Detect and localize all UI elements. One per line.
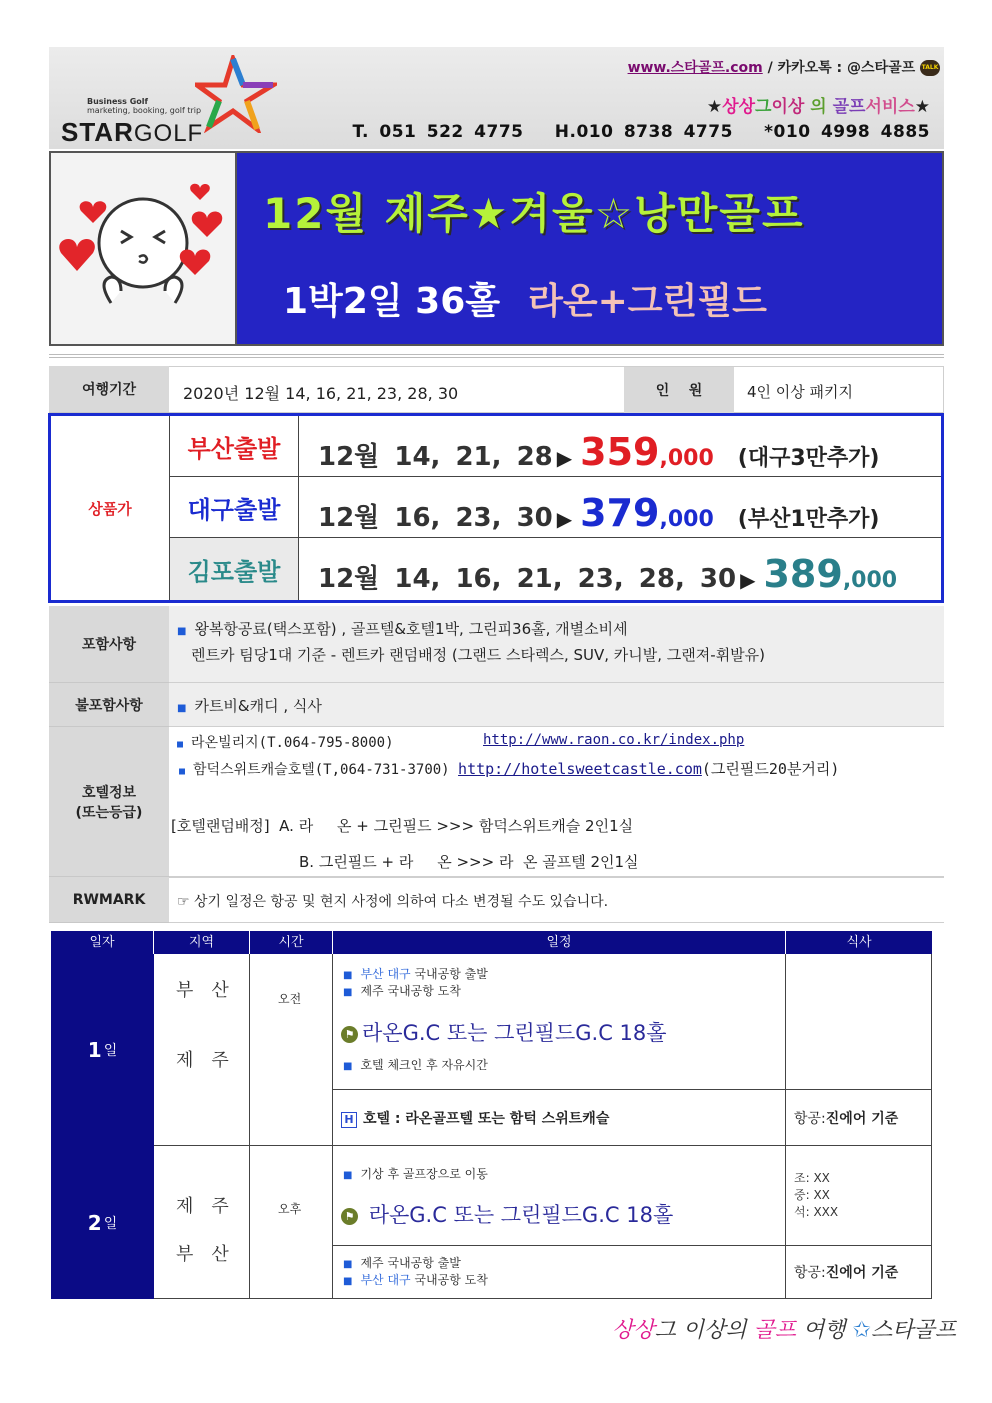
include-label: 포함사항 [49, 606, 169, 683]
day2-meal-cell [786, 1146, 932, 1246]
kiss-emoji-illustration [51, 153, 237, 344]
square-bullet-icon: ■ [343, 1259, 353, 1270]
price-amount-suffix: ,000 [659, 446, 714, 471]
hotel-row [49, 727, 944, 877]
hotel2-name: 함덕스위트캐슬호텔(T,064-731-3700) [193, 762, 450, 778]
banner-subtitle-main: 1박2일 36홀 [283, 281, 501, 322]
meal-dinner: 석: XXX [794, 1205, 839, 1219]
itinerary-item-text: 국내공항 도착 [410, 1273, 488, 1287]
logo-sub-line1: Business Golf [87, 97, 149, 106]
price-amount-suffix: ,000 [842, 568, 898, 593]
tagline-star-left: ★ [706, 97, 723, 117]
day2-region-cell [154, 1146, 250, 1299]
day1-air-cell [786, 1090, 932, 1146]
remark-label: RWMARK [49, 877, 169, 923]
itinerary-item [343, 983, 461, 1001]
top-links [628, 57, 940, 77]
square-bullet-icon: ■ [343, 987, 353, 998]
sign-part: 여행 [796, 1318, 853, 1343]
tagline-part: 그 [755, 97, 772, 117]
period-value: 2020년 12월 14, 16, 21, 23, 28, 30 [183, 384, 459, 403]
header-itinerary: 일정 [333, 931, 786, 954]
sign-part: 그 이상의 [654, 1318, 754, 1343]
header-meal: 식사 [786, 931, 932, 954]
hotel2-line [179, 758, 839, 779]
day2-time-cell [250, 1146, 333, 1299]
banner [49, 151, 944, 346]
banner-title: 12월 제주★겨울☆낭만골프 [263, 189, 805, 238]
logo-sub-line2: marketing, booking, golf trip [87, 106, 202, 115]
hearts-face-icon [51, 153, 237, 344]
exclude-value-cell [169, 683, 944, 727]
schedule-table [51, 931, 932, 1299]
price-date-list: 12월 14, 21, 28 [318, 442, 553, 472]
day1-cell [51, 954, 154, 1146]
people-value: 4인 이상 패키지 [747, 383, 854, 401]
price-row-busan [170, 416, 941, 477]
price-row-gimpo [170, 538, 941, 600]
sign-part: 골프 [753, 1318, 797, 1343]
golf-round-text: 라온G.C 또는 그린필드G.C 18홀 [362, 1021, 667, 1045]
itinerary-item [343, 1272, 488, 1290]
play-arrow-icon: ▶ [556, 507, 573, 531]
header-region: 지역 [154, 931, 250, 954]
hotel2-note: (그린필드20분거리) [701, 760, 840, 778]
price-label: 상품가 [51, 416, 170, 600]
phone-numbers: T. 051 522 4775 H.010 8738 4775 *010 4998 4885 [352, 122, 930, 142]
include-line2: 렌트카 팀당1대 기준 - 렌트카 랜덤배정 (그랜드 스타렉스, SUV, 카니발, 그랜져-휘발유) [191, 646, 766, 664]
meal-list [794, 1170, 838, 1221]
price-dates [318, 430, 879, 474]
play-arrow-icon: ▶ [740, 568, 756, 592]
hotel-info-text: 호텔 : 라온골프텔 또는 함턱 스위트캐슬 [363, 1111, 610, 1127]
logo-brand: STAR [61, 117, 134, 147]
itinerary-item-text: 제주 국내공항 도착 [360, 984, 461, 998]
square-bullet-icon: ■ [177, 626, 187, 637]
region-name: 부산 [176, 1244, 247, 1265]
footer-signature [612, 1313, 956, 1344]
divider [49, 354, 944, 358]
departure-city: 김포출발 [170, 538, 299, 600]
price-date-list: 12월 16, 23, 30 [318, 503, 553, 533]
small-star-icon: ✩ [852, 1318, 871, 1343]
day1-hotel-cell [333, 1090, 786, 1146]
region-name: 제주 [176, 1196, 247, 1217]
itinerary-item-text: 호텔 체크인 후 자유시간 [360, 1058, 488, 1072]
day-unit: 일 [103, 1043, 118, 1059]
logo-golf: GOLF [133, 120, 204, 147]
price-extra-note: (대구3만추가) [737, 446, 880, 471]
tagline-part: 서비스 [865, 97, 915, 117]
hotel-label-line1: 호텔정보 [81, 784, 137, 801]
airline-info [794, 1108, 898, 1128]
day1-meal-cell [786, 954, 932, 1090]
itinerary-item-text: 기상 후 골프장으로 이동 [360, 1167, 488, 1181]
website-link[interactable]: www.스타골프.com [627, 60, 763, 76]
airline-name: 진에어 기준 [825, 1265, 899, 1281]
tagline-part: 의 [810, 97, 827, 117]
hotel-random-b: B. 그린필드 + 라 온 >>> 라 온 골프텔 2인1실 [299, 853, 639, 871]
include-value-cell [169, 606, 944, 683]
day2-itinerary-cell [333, 1146, 786, 1246]
square-bullet-icon: ■ [179, 766, 186, 777]
period-value-cell [169, 366, 944, 413]
play-arrow-icon: ▶ [556, 446, 573, 470]
time-label: 오후 [278, 1202, 302, 1216]
sign-part: 스타골프 [870, 1318, 956, 1343]
airline-prefix: 항공: [794, 1111, 826, 1127]
itinerary-item-text: 국내공항 출발 [410, 967, 488, 981]
exclude-value [177, 695, 322, 716]
golf-round [341, 1199, 673, 1229]
logo-text [61, 117, 203, 148]
departure-city: 부산출발 [170, 416, 299, 476]
itinerary-item-text: 제주 국내공항 출발 [360, 1256, 461, 1270]
price-amount: 379 [580, 491, 660, 535]
hotel-value-cell [169, 727, 944, 877]
region-name: 부산 [176, 980, 247, 1001]
airline-info [794, 1262, 898, 1282]
tagline-star-right: ★ [914, 97, 930, 117]
remark-row [49, 877, 944, 923]
hotel-info [341, 1108, 609, 1128]
include-line1 [177, 618, 628, 639]
hotel-label-line2: (또는등급) [75, 804, 143, 821]
price-amount: 389 [763, 552, 843, 596]
period-label: 여행기간 [49, 366, 169, 413]
price-box [48, 413, 944, 603]
colorful-star-icon [195, 55, 277, 133]
exclude-value-text: 카트비&캐디 , 식사 [194, 697, 322, 715]
itinerary-item-highlight: 부산 대구 [360, 1273, 411, 1287]
price-amount: 359 [580, 430, 660, 474]
itinerary-item [343, 1057, 488, 1075]
people-label: 인 원 [624, 367, 734, 413]
kakao-id: / 카카오톡 : @스타골프 [762, 60, 916, 76]
day1-region-cell [154, 954, 250, 1146]
banner-subtitle [283, 273, 767, 324]
hotel2-link[interactable]: http://hotelsweetcastle.com [458, 760, 702, 778]
square-bullet-icon: ■ [177, 703, 187, 714]
day-unit: 일 [103, 1215, 118, 1232]
hotel-random-a: [호텔랜덤배정] A. 라 온 + 그린필드 >>> 함덕스위트캐슬 2인1실 [171, 817, 634, 835]
day2-cell [51, 1146, 154, 1299]
hotel-h-icon: H [341, 1112, 357, 1128]
day1-time-cell [250, 954, 333, 1146]
sign-part: 상상 [612, 1318, 655, 1343]
exclude-label: 불포함사항 [49, 683, 169, 727]
header-date: 일자 [51, 931, 154, 954]
day-number: 2 [87, 1210, 102, 1235]
meal-breakfast: 조: XX [794, 1171, 830, 1185]
square-bullet-icon: ■ [343, 1170, 353, 1181]
include-line1-text: 왕복항공료(택스포함) , 골프텔&호텔1박, 그린피36홀, 개별소비세 [194, 620, 628, 638]
hotel1-line [177, 732, 745, 752]
include-row [49, 606, 944, 683]
day-number: 1 [87, 1038, 102, 1062]
square-bullet-icon: ■ [343, 1276, 353, 1287]
itinerary-item [343, 966, 488, 984]
header [49, 47, 944, 149]
tagline-part: 상상 [722, 97, 756, 117]
day1-itinerary-cell [333, 954, 786, 1090]
airline-prefix: 항공: [794, 1265, 826, 1281]
golf-flag-icon: ⚑ [341, 1026, 358, 1043]
day2-air-cell [786, 1246, 932, 1299]
square-bullet-icon: ■ [177, 739, 184, 750]
golf-flag-icon: ⚑ [341, 1208, 358, 1225]
price-date-list: 12월 14, 16, 21, 23, 28, 30 [318, 564, 737, 594]
period-row [49, 366, 944, 413]
time-label: 오전 [278, 992, 302, 1006]
itinerary-item-highlight: 부산 대구 [360, 967, 411, 981]
golf-round [341, 1017, 667, 1047]
logo-subtitle [87, 97, 201, 115]
tagline-part: 골프 [832, 97, 866, 117]
remark-value-cell [169, 877, 944, 923]
header-time: 시간 [250, 931, 333, 954]
price-extra-note: (부산1만추가) [737, 507, 880, 532]
itinerary-item [343, 1166, 488, 1184]
exclude-row [49, 683, 944, 727]
meal-lunch: 중: XX [794, 1188, 830, 1202]
hotel-label [49, 727, 169, 877]
price-row-daegu [170, 477, 941, 538]
departure-city: 대구출발 [170, 477, 299, 537]
tagline [707, 92, 930, 117]
hotel1-name: 라온빌리지(T.064-795-8000) [191, 735, 394, 751]
price-amount-suffix: ,000 [659, 507, 714, 532]
hotel1-link[interactable]: http://www.raon.co.kr/index.php [483, 732, 745, 748]
banner-subtitle-highlight: 라온+그린필드 [528, 281, 767, 322]
kakaotalk-icon: TALK [920, 60, 940, 76]
airline-name: 진에어 기준 [825, 1111, 899, 1127]
golf-round-text: 라온G.C 또는 그린필드G.C 18홀 [368, 1203, 674, 1227]
day2-return-cell [333, 1246, 786, 1299]
region-name: 제주 [176, 1050, 247, 1071]
square-bullet-icon: ■ [343, 970, 353, 981]
square-bullet-icon: ■ [343, 1061, 353, 1072]
tagline-part: 이상 [771, 97, 805, 117]
price-dates [318, 491, 879, 535]
price-dates [318, 552, 897, 596]
remark-value: ☞ 상기 일정은 항공 및 현지 사정에 의하여 다소 변경될 수도 있습니다. [177, 894, 609, 910]
itinerary-item [343, 1255, 461, 1273]
